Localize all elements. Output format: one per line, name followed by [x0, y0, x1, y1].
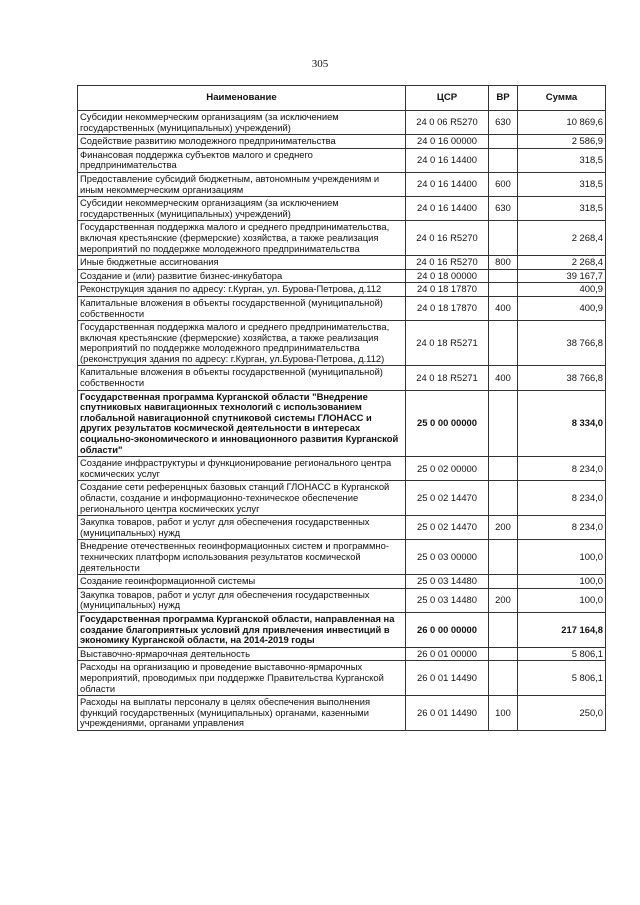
row-vr-cell: [489, 661, 518, 696]
table-row: [78, 221, 606, 256]
row-csr-cell: 25 0 03 14480: [406, 588, 489, 612]
row-vr-cell: 200: [489, 588, 518, 612]
table-row: [78, 197, 606, 221]
row-name-cell: Создание геоинформационной системы: [78, 575, 406, 589]
row-sum-cell: 2 268,4: [518, 221, 606, 256]
row-vr-cell: [489, 540, 518, 575]
row-sum-cell: 250,0: [518, 696, 606, 731]
row-vr-cell: [489, 612, 518, 647]
row-name-cell: Государственная поддержка малого и среднего предпринимательства, включая крестьянские (фермерские) хозяйства, а также реализация мероприятий по поддержке молодежного предпринимательства (реконструкция здания по адресу: г.Курган, ул.Бурова-Петрова, д.112): [78, 321, 406, 366]
row-sum-cell: 39 167,7: [518, 269, 606, 283]
table-row: [78, 321, 606, 366]
row-sum-cell: 8 234,0: [518, 481, 606, 516]
row-csr-cell: 25 0 03 14480: [406, 575, 489, 589]
header-name: Наименование: [78, 86, 406, 111]
row-name-cell: Иные бюджетные ассигнования: [78, 256, 406, 270]
row-vr-cell: 100: [489, 696, 518, 731]
row-csr-cell: 24 0 16 14400: [406, 148, 489, 172]
table-row: [78, 696, 606, 731]
row-csr-cell: 26 0 01 14490: [406, 696, 489, 731]
row-sum-cell: 2 586,9: [518, 135, 606, 149]
table-row: [78, 647, 606, 661]
row-name-cell: Предоставление субсидий бюджетным, автономным учреждениям и иным некоммерческим организациям: [78, 172, 406, 196]
row-csr-cell: 25 0 00 00000: [406, 390, 489, 457]
budget-table: [77, 85, 606, 731]
table-row: [78, 540, 606, 575]
row-sum-cell: 217 164,8: [518, 612, 606, 647]
row-name-cell: Финансовая поддержка субъектов малого и среднего предпринимательства: [78, 148, 406, 172]
row-sum-cell: 318,5: [518, 148, 606, 172]
row-vr-cell: [489, 457, 518, 481]
table-row: [78, 516, 606, 540]
row-name-cell: Выставочно-ярмарочная деятельность: [78, 647, 406, 661]
table-row: [78, 390, 606, 457]
row-vr-cell: [489, 481, 518, 516]
row-csr-cell: 24 0 18 17870: [406, 296, 489, 320]
row-vr-cell: [489, 390, 518, 457]
row-sum-cell: 2 268,4: [518, 256, 606, 270]
row-name-cell: Субсидии некоммерческим организациям (за исключением государственных (муниципальных) учреждений): [78, 197, 406, 221]
row-csr-cell: 26 0 01 00000: [406, 647, 489, 661]
row-name-cell: Создание и (или) развитие бизнес-инкубатора: [78, 269, 406, 283]
row-csr-cell: 25 0 02 14470: [406, 516, 489, 540]
table-row: [78, 148, 606, 172]
header-sum: Сумма: [518, 86, 606, 111]
row-vr-cell: [489, 269, 518, 283]
table-header-row: [78, 86, 606, 111]
row-sum-cell: 5 806,1: [518, 661, 606, 696]
row-vr-cell: [489, 647, 518, 661]
row-csr-cell: 24 0 18 R5271: [406, 321, 489, 366]
table-row: [78, 296, 606, 320]
row-vr-cell: 200: [489, 516, 518, 540]
row-name-cell: Государственная программа Курганской области "Внедрение спутниковых навигационных технологий с использованием глобальной навигационной спутниковой системы ГЛОНАСС и других результатов космической деятельности в интересах социально-экономического и инновационного развития Курганской области": [78, 390, 406, 457]
row-sum-cell: 100,0: [518, 540, 606, 575]
row-csr-cell: 26 0 00 00000: [406, 612, 489, 647]
row-vr-cell: 400: [489, 366, 518, 390]
row-sum-cell: 100,0: [518, 575, 606, 589]
row-csr-cell: 24 0 18 17870: [406, 283, 489, 297]
table-row: [78, 283, 606, 297]
row-sum-cell: 400,9: [518, 296, 606, 320]
header-vr: ВР: [489, 86, 518, 111]
row-name-cell: Внедрение отечественных геоинформационных систем и программно-технических платформ использования результатов космической деятельности: [78, 540, 406, 575]
row-vr-cell: [489, 148, 518, 172]
table-row: [78, 481, 606, 516]
row-csr-cell: 24 0 18 R5271: [406, 366, 489, 390]
row-name-cell: Создание сети референцных базовых станций ГЛОНАСС в Курганской области, создание и информационно-техническое обеспечение регионального центра космических услуг: [78, 481, 406, 516]
table-row: [78, 172, 606, 196]
row-sum-cell: 8 234,0: [518, 516, 606, 540]
table-row: [78, 256, 606, 270]
row-name-cell: Закупка товаров, работ и услуг для обеспечения государственных (муниципальных) нужд: [78, 516, 406, 540]
row-csr-cell: 24 0 16 R5270: [406, 221, 489, 256]
row-vr-cell: 800: [489, 256, 518, 270]
row-vr-cell: [489, 321, 518, 366]
table-row: [78, 612, 606, 647]
row-sum-cell: 400,9: [518, 283, 606, 297]
page-number: 305: [311, 58, 329, 70]
row-vr-cell: [489, 575, 518, 589]
row-sum-cell: 38 766,8: [518, 321, 606, 366]
row-vr-cell: 630: [489, 111, 518, 135]
row-name-cell: Государственная поддержка малого и среднего предпринимательства, включая крестьянские (фермерские) хозяйства, а также реализация мероприятий по поддержке молодежного предпринимательства: [78, 221, 406, 256]
row-csr-cell: 25 0 02 14470: [406, 481, 489, 516]
row-csr-cell: 24 0 16 00000: [406, 135, 489, 149]
row-name-cell: Расходы на организацию и проведение выставочно-ярмарочных мероприятий, проводимых при поддержке Правительства Курганской области: [78, 661, 406, 696]
header-csr: ЦСР: [406, 86, 489, 111]
table-row: [78, 111, 606, 135]
table-row: [78, 575, 606, 589]
row-name-cell: Субсидии некоммерческим организациям (за исключением государственных (муниципальных) учреждений): [78, 111, 406, 135]
row-name-cell: Реконструкция здания по адресу: г.Курган, ул. Бурова-Петрова, д.112: [78, 283, 406, 297]
table-row: [78, 366, 606, 390]
row-vr-cell: 630: [489, 197, 518, 221]
row-name-cell: Расходы на выплаты персоналу в целях обеспечения выполнения функций государственных (муниципальных) органами, казенными учреждениями, органами управления: [78, 696, 406, 731]
row-name-cell: Государственная программа Курганской области, направленная на создание благоприятных условий для привлечения инвестиций в экономику Курганской области, на 2014-2019 годы: [78, 612, 406, 647]
row-name-cell: Создание инфраструктуры и функционирование регионального центра космических услуг: [78, 457, 406, 481]
row-sum-cell: 100,0: [518, 588, 606, 612]
row-csr-cell: 24 0 16 14400: [406, 197, 489, 221]
table-row: [78, 661, 606, 696]
row-csr-cell: 24 0 06 R5270: [406, 111, 489, 135]
row-sum-cell: 318,5: [518, 172, 606, 196]
row-sum-cell: 5 806,1: [518, 647, 606, 661]
row-sum-cell: 318,5: [518, 197, 606, 221]
row-sum-cell: 8 334,0: [518, 390, 606, 457]
table-row: [78, 588, 606, 612]
row-vr-cell: 600: [489, 172, 518, 196]
table-row: [78, 269, 606, 283]
row-sum-cell: 10 869,6: [518, 111, 606, 135]
row-vr-cell: [489, 135, 518, 149]
row-vr-cell: 400: [489, 296, 518, 320]
row-name-cell: Содействие развитию молодежного предпринимательства: [78, 135, 406, 149]
row-sum-cell: 38 766,8: [518, 366, 606, 390]
table-row: [78, 135, 606, 149]
row-name-cell: Капитальные вложения в объекты государственной (муниципальной) собственности: [78, 366, 406, 390]
row-vr-cell: [489, 283, 518, 297]
row-csr-cell: 24 0 16 14400: [406, 172, 489, 196]
row-sum-cell: 8 234,0: [518, 457, 606, 481]
row-name-cell: Капитальные вложения в объекты государственной (муниципальной) собственности: [78, 296, 406, 320]
table-row: [78, 457, 606, 481]
row-csr-cell: 24 0 16 R5270: [406, 256, 489, 270]
row-csr-cell: 24 0 18 00000: [406, 269, 489, 283]
row-csr-cell: 25 0 03 00000: [406, 540, 489, 575]
row-csr-cell: 25 0 02 00000: [406, 457, 489, 481]
row-csr-cell: 26 0 01 14490: [406, 661, 489, 696]
row-vr-cell: [489, 221, 518, 256]
row-name-cell: Закупка товаров, работ и услуг для обеспечения государственных (муниципальных) нужд: [78, 588, 406, 612]
